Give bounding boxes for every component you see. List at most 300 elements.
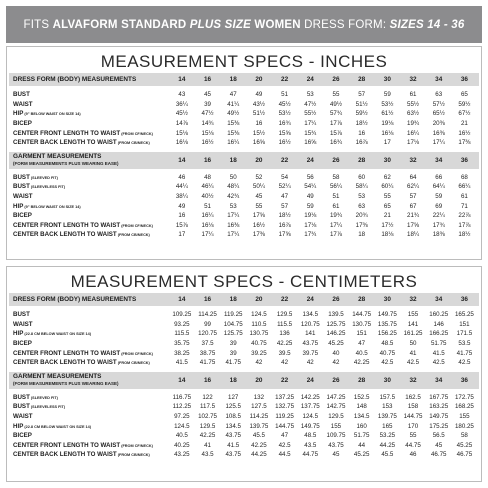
value-cell: 15⅛: [201, 129, 214, 137]
row-label-text: HIP: [13, 110, 24, 118]
size-header-cell: 30: [383, 156, 391, 164]
row-cells: [169, 321, 479, 328]
value-cell: 69: [435, 202, 443, 210]
value-cell: 155: [407, 311, 419, 319]
value-cell: 172.75: [454, 393, 474, 401]
value-cell: 15⅞: [329, 129, 342, 137]
value-cell: 130.75: [249, 330, 269, 338]
table-row: [9, 348, 479, 358]
value-cell: 46: [178, 173, 186, 181]
size-header-cell: 26: [332, 156, 340, 164]
size-header-cell: 18: [229, 76, 237, 83]
value-cell: 119.25: [275, 413, 294, 421]
value-cell: 55: [332, 91, 340, 99]
size-header-cell: 16: [203, 156, 212, 164]
size-header-cell: 18: [229, 376, 237, 384]
row-label: [9, 432, 169, 439]
value-cell: 67: [409, 202, 417, 210]
row-label-note: (FROM CF/NECK): [120, 443, 153, 448]
value-cell: 18½: [355, 120, 368, 128]
value-cell: 20¾: [355, 212, 368, 220]
row-cells: [169, 139, 479, 146]
value-cell: 18⅛: [381, 231, 394, 239]
value-cell: 17½: [381, 221, 394, 229]
value-cell: 54¼: [304, 183, 317, 191]
value-cell: 19⅛: [381, 120, 394, 128]
value-cell: 18½: [458, 231, 471, 239]
value-cell: 56¼: [329, 183, 342, 191]
value-cell: 146: [433, 320, 444, 328]
row-label-text: BICEP: [13, 212, 32, 220]
size-header-cell: 14: [178, 76, 186, 83]
value-cell: 43.25: [174, 451, 190, 459]
size-header-cell: 26: [332, 76, 340, 83]
value-cell: 125.75: [223, 330, 243, 338]
size-header-cell: 22: [281, 156, 289, 164]
value-cell: 43.75: [328, 441, 344, 449]
size-header-cell: 16: [203, 376, 212, 384]
value-cell: 63: [358, 202, 366, 210]
value-cell: 42.5: [432, 359, 445, 367]
value-cell: 42.25: [199, 432, 216, 440]
size-header-cells: [169, 296, 479, 303]
value-cell: 17¼: [329, 221, 342, 229]
size-header-cell: 28: [358, 296, 366, 303]
value-cell: 44¼: [175, 183, 188, 191]
value-cell: 44.25: [379, 441, 396, 449]
row-label-text: BUST: [13, 183, 30, 191]
size-header-cell: 18: [229, 156, 237, 164]
value-cell: 180.25: [454, 422, 474, 430]
value-cell: 43.5: [304, 441, 317, 449]
cm-body-header-row: [9, 293, 479, 306]
value-cell: 56: [306, 173, 314, 181]
value-cell: 17⅞: [329, 120, 342, 128]
value-cell: 152.5: [353, 393, 370, 401]
cm-body-header-label: DRESS FORM (BODY) MEASUREMENTS: [13, 296, 137, 303]
value-cell: 38.25: [174, 349, 190, 357]
cm-garment-header-row: [9, 372, 479, 389]
value-cell: 41.75: [199, 359, 216, 367]
value-cell: 48.5: [304, 432, 317, 440]
table-row: [9, 90, 479, 100]
value-cell: 16: [255, 120, 263, 128]
value-cell: 50: [229, 173, 237, 181]
value-cell: 61: [409, 91, 417, 99]
value-cell: 16½: [278, 139, 291, 147]
row-label-note: (FROM CF/NECK): [120, 223, 153, 228]
value-cell: 57¾: [329, 110, 342, 118]
value-cell: 44.25: [251, 451, 267, 459]
row-cells: [169, 193, 479, 200]
value-cell: 53.25: [379, 432, 396, 440]
value-cell: 129.5: [199, 422, 216, 430]
value-cell: 120.75: [198, 330, 217, 338]
value-cell: 19¾: [329, 212, 342, 220]
value-cell: 55: [255, 202, 263, 210]
value-cell: 49½: [227, 110, 240, 118]
value-cell: 45: [435, 441, 443, 449]
table-row: [9, 441, 479, 451]
size-header-cell: 28: [358, 156, 366, 164]
row-cells: [169, 403, 479, 410]
value-cell: 22⅞: [458, 212, 471, 220]
table-row: [9, 339, 479, 349]
value-cell: 158: [407, 403, 419, 411]
table-row: [9, 412, 479, 422]
row-cells: [169, 359, 479, 366]
row-cells: [169, 120, 479, 127]
size-header-cell: 34: [435, 76, 443, 83]
size-header-cells: [169, 76, 479, 83]
value-cell: 125.75: [326, 320, 346, 328]
value-cell: 38.75: [199, 349, 216, 357]
table-row: [9, 358, 479, 368]
value-cell: 149.75: [429, 413, 449, 421]
value-cell: 51½: [252, 110, 265, 118]
value-cell: 99: [204, 320, 211, 328]
value-cell: 42.25: [276, 340, 293, 348]
row-label-text: WAIST: [13, 320, 33, 328]
value-cell: 16⅞: [278, 221, 291, 229]
value-cell: 45.25: [353, 451, 370, 459]
garment-header-sub: (FORM MEASUREMENTS PLUS WEARING EASE): [13, 161, 119, 167]
value-cell: 16⅞: [355, 139, 368, 147]
row-label: [9, 101, 169, 108]
value-cell: 19¾: [407, 120, 420, 128]
row-label: [9, 403, 169, 410]
row-cells: [169, 110, 479, 117]
value-cell: 60: [358, 173, 366, 181]
value-cell: 43.75: [225, 451, 241, 459]
header-brand: ALVAFORM STANDARD: [52, 18, 187, 31]
row-label: [9, 139, 169, 146]
value-cell: 127: [228, 393, 239, 401]
value-cell: 56.5: [432, 432, 445, 440]
value-cell: 15½: [252, 129, 265, 137]
row-label-note: (SLEEVELESS FIT): [29, 405, 66, 410]
row-label: [9, 451, 169, 458]
row-label: [9, 193, 169, 200]
value-cell: 115.5: [277, 320, 293, 328]
value-cell: 135.75: [377, 320, 397, 328]
size-header-cell: 22: [281, 296, 289, 303]
value-cell: 161.25: [403, 330, 423, 338]
value-cell: 43.5: [201, 451, 214, 459]
size-header-cell: 20: [255, 376, 263, 384]
row-label: [9, 203, 169, 210]
value-cell: 165: [382, 422, 393, 430]
value-cell: 55: [383, 193, 391, 201]
value-cell: 16¼: [201, 212, 214, 220]
size-header-cell: 30: [383, 376, 391, 384]
value-cell: 61: [332, 202, 340, 210]
value-cell: 139.75: [249, 422, 269, 430]
value-cell: 58: [332, 173, 340, 181]
value-cell: 112.25: [172, 403, 192, 411]
size-header-cell: 32: [409, 76, 417, 83]
value-cell: 142.25: [300, 393, 320, 401]
value-cell: 51: [281, 91, 289, 99]
header-mid: DRESS FORM:: [304, 18, 387, 31]
value-cell: 41: [204, 441, 211, 449]
garment-header-sub: (FORM MEASUREMENTS PLUS WEARING EASE): [13, 381, 119, 387]
value-cell: 68: [460, 173, 468, 181]
header-sizes: SIZES 14 - 36: [389, 18, 465, 31]
inches-section: [6, 46, 482, 260]
value-cell: 45½: [175, 110, 188, 118]
value-cell: 97.25: [174, 413, 190, 421]
value-cell: 136: [279, 330, 290, 338]
value-cell: 71: [460, 202, 468, 210]
value-cell: 114.25: [198, 311, 217, 319]
value-cell: 46: [409, 451, 417, 459]
row-label-note: (FROM CF/NECK): [120, 351, 153, 356]
value-cell: 16⅝: [252, 139, 265, 147]
value-cell: 17⅜: [355, 221, 368, 229]
value-cell: 17⅛: [304, 221, 317, 229]
value-cell: 141: [305, 330, 316, 338]
value-cell: 16⅜: [432, 129, 445, 137]
value-cell: 18½: [278, 212, 291, 220]
row-label-note: (9" BELOW WAIST ON SIZE 14): [23, 112, 81, 117]
value-cell: 163.25: [429, 403, 449, 411]
row-label-text: CENTER BACK LENGTH TO WAIST: [13, 451, 117, 459]
row-label-note: (SLEEVED FIT): [29, 175, 58, 180]
row-label-text: CENTER BACK LENGTH TO WAIST: [13, 359, 117, 367]
value-cell: 43.75: [225, 432, 241, 440]
size-header-cell: 28: [358, 376, 366, 384]
value-cell: 17: [383, 139, 391, 147]
value-cell: 15⅛: [175, 129, 188, 137]
size-header-cell: 22: [281, 76, 289, 83]
value-cell: 46¼: [201, 183, 214, 191]
value-cell: 41: [409, 349, 417, 357]
value-cell: 40.75: [379, 349, 396, 357]
value-cell: 42.5: [278, 441, 291, 449]
value-cell: 141: [407, 320, 419, 328]
value-cell: 42: [255, 359, 263, 367]
value-cell: 16⅛: [381, 129, 394, 137]
value-cell: 42: [281, 359, 289, 367]
value-cell: 40½: [201, 193, 214, 201]
table-row: [9, 128, 479, 138]
value-cell: 46.75: [456, 451, 473, 459]
value-cell: 144.75: [275, 422, 295, 430]
size-header-cell: 24: [306, 296, 314, 303]
table-row: [9, 320, 479, 330]
value-cell: 16½: [201, 139, 214, 147]
value-cell: 130.75: [352, 320, 372, 328]
value-cell: 39: [229, 340, 237, 348]
value-cell: 40.5: [355, 349, 368, 357]
value-cell: 16½: [252, 221, 265, 229]
row-label-text: CENTER BACK LENGTH TO WAIST: [13, 231, 117, 239]
value-cell: 41.75: [456, 349, 473, 357]
value-cell: 45½: [278, 100, 291, 108]
row-label-note: (SLEEVED FIT): [29, 395, 58, 400]
table-row: [9, 402, 479, 412]
value-cell: 171.5: [456, 330, 473, 338]
value-cell: 17¼: [304, 120, 317, 128]
garment-header-text: GARMENT MEASUREMENTS: [13, 373, 102, 381]
row-cells: [169, 174, 479, 181]
value-cell: 151: [356, 330, 367, 338]
value-cell: 48: [204, 173, 211, 181]
value-cell: 17⅞: [329, 231, 342, 239]
table-row: [9, 201, 479, 211]
value-cell: 15⅜: [227, 120, 240, 128]
row-label: [9, 340, 169, 347]
row-label: [9, 311, 169, 318]
value-cell: 52¼: [278, 183, 291, 191]
value-cell: 47: [281, 193, 289, 201]
table-row: [9, 329, 479, 339]
row-label: [9, 359, 169, 366]
value-cell: 61½: [381, 110, 394, 118]
value-cell: 38¼: [175, 193, 188, 201]
row-label: [9, 330, 169, 337]
value-cell: 64¼: [432, 183, 445, 191]
value-cell: 17⅛: [407, 139, 420, 147]
value-cell: 17⅝: [407, 221, 420, 229]
inches-body-header-label: DRESS FORM (BODY) MEASUREMENTS: [13, 76, 137, 83]
size-header-cell: 20: [255, 296, 263, 303]
value-cell: 55: [409, 432, 417, 440]
value-cell: 125.5: [225, 403, 241, 411]
value-cell: 65: [383, 202, 391, 210]
value-cell: 47½: [304, 100, 317, 108]
size-header-cell: 32: [409, 376, 417, 384]
value-cell: 66: [435, 173, 443, 181]
value-cell: 115.5: [174, 330, 190, 338]
row-label: [9, 222, 169, 229]
size-header-cell: 14: [178, 156, 186, 164]
value-cell: 168.25: [454, 403, 474, 411]
size-header-cell: 36: [460, 376, 468, 384]
inches-body-header-row: [9, 73, 479, 86]
size-header-cell: 26: [332, 376, 340, 384]
row-cells: [169, 101, 479, 108]
row-cells: [169, 442, 479, 449]
value-cell: 124.5: [302, 413, 319, 421]
value-cell: 58¼: [355, 183, 368, 191]
value-cell: 17¼: [432, 139, 445, 147]
value-cell: 45: [204, 91, 211, 99]
value-cell: 44: [358, 441, 366, 449]
value-cell: 17¾: [432, 221, 445, 229]
row-label-text: CENTER FRONT LENGTH TO WAIST: [13, 221, 121, 229]
row-label: [9, 174, 169, 181]
value-cell: 16¾: [329, 139, 342, 147]
value-cell: 53½: [278, 110, 291, 118]
value-cell: 39.75: [302, 349, 319, 357]
value-cell: 170: [407, 422, 419, 430]
value-cell: 16: [358, 129, 366, 137]
value-cell: 17¼: [227, 212, 240, 220]
value-cell: 45.25: [456, 441, 473, 449]
row-label: [9, 120, 169, 127]
value-cell: 148: [356, 403, 367, 411]
value-cell: 65: [460, 91, 468, 99]
value-cell: 53: [358, 193, 366, 201]
value-cell: 119.25: [223, 311, 243, 319]
value-cell: 21¾: [407, 212, 420, 220]
row-label-text: BICEP: [13, 432, 32, 440]
row-cells: [169, 212, 479, 219]
value-cell: 153: [382, 403, 393, 411]
row-label-note: (FROM CB/NECK): [116, 141, 150, 146]
value-cell: 108.5: [225, 413, 241, 421]
row-label: [9, 413, 169, 420]
row-label-note: (SLEEVELESS FIT): [29, 185, 66, 190]
cm-garment-header-label: [9, 373, 169, 387]
size-header-cell: 16: [203, 76, 212, 83]
size-header-cell: 26: [332, 296, 340, 303]
size-header-cell: 36: [460, 296, 468, 303]
row-cells: [169, 222, 479, 229]
value-cell: 59: [435, 193, 443, 201]
value-cell: 16⅛: [175, 139, 188, 147]
row-label-note: (FROM CB/NECK): [116, 361, 150, 366]
value-cell: 142.75: [326, 403, 346, 411]
value-cell: 137.25: [275, 393, 295, 401]
value-cell: 50¼: [252, 183, 265, 191]
row-label-note: (22.8 CM BELOW WAIST ON SIZE 14): [23, 424, 92, 429]
value-cell: 51½: [355, 100, 368, 108]
value-cell: 47: [229, 91, 237, 99]
inches-garment-header-label: [9, 153, 169, 167]
value-cell: 117.5: [200, 403, 216, 411]
table-row: [9, 450, 479, 460]
size-header-cell: 32: [409, 156, 417, 164]
value-cell: 137.75: [300, 403, 320, 411]
table-row: [9, 310, 479, 320]
value-cell: 17¼: [227, 231, 240, 239]
table-row: [9, 192, 479, 202]
table-row: [9, 138, 479, 148]
value-cell: 44.75: [302, 451, 319, 459]
table-row: [9, 119, 479, 129]
value-cell: 40.5: [175, 432, 188, 440]
table-row: [9, 393, 479, 403]
value-cell: 124.5: [174, 422, 190, 430]
value-cell: 149.75: [300, 422, 320, 430]
value-cell: 57: [358, 91, 366, 99]
value-cell: 63½: [407, 110, 420, 118]
value-cell: 49: [178, 202, 186, 210]
row-label-text: CENTER FRONT LENGTH TO WAIST: [13, 129, 121, 137]
value-cell: 50: [409, 340, 417, 348]
value-cell: 139.5: [328, 311, 344, 319]
size-header-cells: [169, 157, 479, 164]
row-label-note: (FROM CF/NECK): [120, 131, 153, 136]
value-cell: 57: [281, 202, 289, 210]
size-header-cell: 34: [435, 376, 443, 384]
value-cell: 52: [255, 173, 263, 181]
value-cell: 61: [460, 193, 468, 201]
value-cell: 59½: [355, 110, 368, 118]
row-cells: [169, 91, 479, 98]
value-cell: 65½: [432, 110, 445, 118]
value-cell: 42: [306, 359, 314, 367]
value-cell: 47: [358, 340, 366, 348]
value-cell: 114.25: [249, 413, 269, 421]
value-cell: 45.25: [328, 340, 344, 348]
row-cells: [169, 350, 479, 357]
value-cell: 15⅜: [227, 129, 240, 137]
value-cell: 43½: [252, 100, 265, 108]
